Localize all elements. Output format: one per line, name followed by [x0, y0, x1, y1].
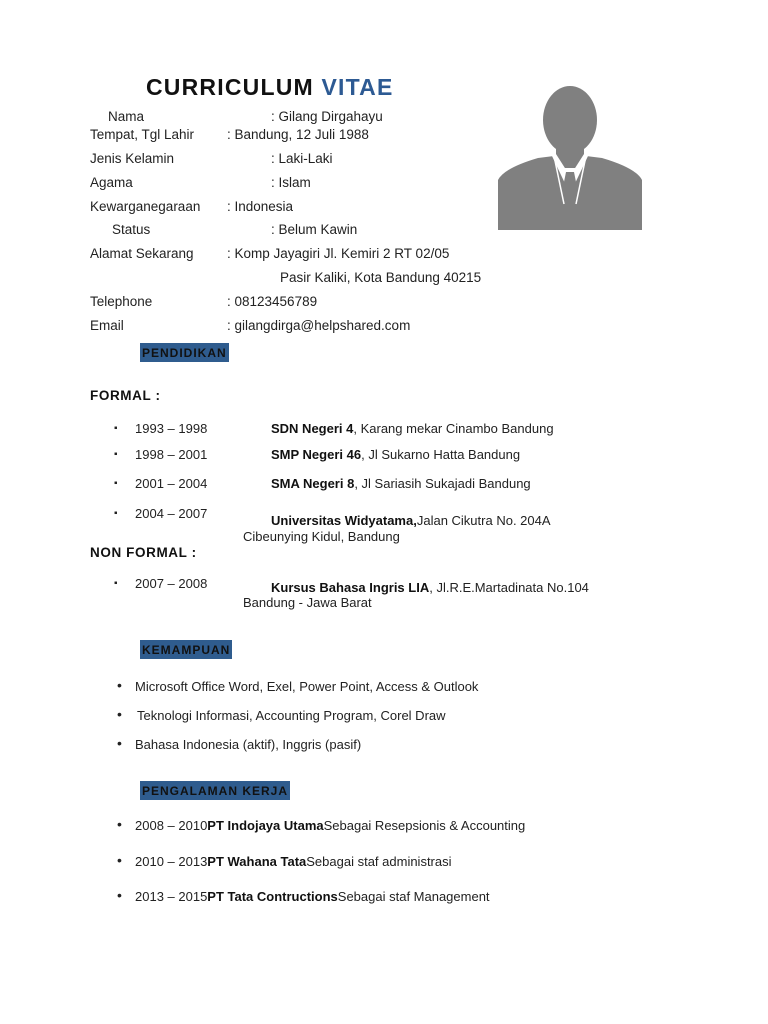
person-silhouette-icon — [498, 84, 642, 230]
job-years: 2013 – 2015 — [135, 889, 208, 904]
job-years: 2010 – 2013 — [135, 854, 208, 869]
skill-item: Bahasa Indonesia (aktif), Inggris (pasif) — [135, 737, 362, 752]
job-role: Sebagai staf administrasi — [306, 854, 452, 869]
label-nama: Nama — [108, 109, 145, 124]
edu-years: 1993 – 1998 — [135, 421, 208, 436]
section-heading-kemampuan: KEMAMPUAN — [140, 640, 232, 659]
value-jenis-kelamin: : Laki-Laki — [271, 151, 333, 166]
value-alamat-line-1: : Komp Jayagiri Jl. Kemiri 2 RT 02/05 — [227, 246, 450, 261]
job-company: PT Indojaya Utama — [207, 818, 324, 833]
edu-years: 2001 – 2004 — [135, 476, 208, 491]
job-role: Sebagai staf Management — [337, 889, 490, 904]
bullet-icon: ▪ — [114, 449, 118, 460]
label-alamat: Alamat Sekarang — [90, 246, 194, 261]
label-kewarganegaraan: Kewarganegaraan — [90, 199, 201, 214]
nonformal-label: NON FORMAL : — [90, 545, 197, 560]
job-years: 2008 – 2010 — [135, 818, 208, 833]
bullet-icon: ▪ — [114, 508, 118, 519]
label-tempat-tgl-lahir: Tempat, Tgl Lahir — [90, 127, 195, 142]
page-title — [146, 74, 394, 101]
value-nama: : Gilang Dirgahayu — [271, 109, 383, 124]
edu-school: SDN Negeri 4 — [271, 421, 354, 436]
label-email: Email — [90, 318, 124, 333]
section-heading-pengalaman-kerja: PENGALAMAN KERJA — [140, 781, 290, 800]
formal-label: FORMAL : — [90, 388, 161, 403]
bullet-icon: ▪ — [114, 578, 118, 589]
bullet-icon: • — [117, 677, 122, 693]
edu-entry — [271, 476, 531, 491]
edu-detail-line-2: Bandung - Jawa Barat — [243, 595, 372, 610]
bullet-icon: • — [117, 887, 122, 903]
edu-school: SMA Negeri 8 — [271, 476, 355, 491]
job-company: PT Tata Contructions — [207, 889, 338, 904]
label-status: Status — [112, 222, 151, 237]
bullet-icon: ▪ — [114, 423, 118, 434]
title-part-2: VITAE — [321, 74, 394, 100]
value-telephone: : 08123456789 — [227, 294, 318, 309]
edu-detail: , Jl Sariasih Sukajadi Bandung — [354, 476, 531, 491]
edu-years: 1998 – 2001 — [135, 447, 208, 462]
edu-entry — [271, 580, 589, 595]
section-heading-pendidikan: PENDIDIKAN — [140, 343, 229, 362]
title-part-1: CURRICULUM — [146, 74, 314, 100]
job-role: Sebagai Resepsionis & Accounting — [323, 818, 526, 833]
edu-entry — [271, 421, 554, 436]
edu-school: Universitas Widyatama, — [271, 513, 417, 528]
edu-detail: , Jl.R.E.Martadinata No.104 — [429, 580, 589, 595]
label-jenis-kelamin: Jenis Kelamin — [90, 151, 175, 166]
edu-detail: Jalan Cikutra No. 204A — [416, 513, 551, 528]
edu-school: SMP Negeri 46 — [271, 447, 362, 462]
bullet-icon: • — [117, 706, 122, 722]
label-agama: Agama — [90, 175, 133, 190]
value-kewarganegaraan: : Indonesia — [227, 199, 294, 214]
value-agama: : Islam — [271, 175, 311, 190]
bullet-icon: • — [117, 735, 122, 751]
job-company: PT Wahana Tata — [207, 854, 307, 869]
value-alamat-line-2: Pasir Kaliki, Kota Bandung 40215 — [280, 270, 482, 285]
bullet-icon: • — [117, 852, 122, 868]
edu-entry — [271, 513, 551, 528]
edu-detail-line-2: Cibeunying Kidul, Bandung — [243, 529, 400, 544]
edu-entry — [271, 447, 520, 462]
value-tempat-tgl-lahir: : Bandung, 12 Juli 1988 — [227, 127, 369, 142]
label-telephone: Telephone — [90, 294, 153, 309]
job-entry — [135, 854, 452, 869]
profile-photo — [498, 84, 642, 230]
skill-item: Teknologi Informasi, Accounting Program, Corel Draw — [137, 708, 446, 723]
edu-years: 2004 – 2007 — [135, 506, 208, 521]
edu-school: Kursus Bahasa Ingris LIA — [271, 580, 430, 595]
skill-item: Microsoft Office Word, Exel, Power Point, Access & Outlook — [135, 679, 479, 694]
edu-years: 2007 – 2008 — [135, 576, 208, 591]
value-status: : Belum Kawin — [271, 222, 358, 237]
bullet-icon: • — [117, 816, 122, 832]
edu-detail: , Karang mekar Cinambo Bandung — [353, 421, 554, 436]
bullet-icon: ▪ — [114, 478, 118, 489]
job-entry — [135, 889, 490, 904]
edu-detail: , Jl Sukarno Hatta Bandung — [361, 447, 521, 462]
job-entry — [135, 818, 525, 833]
value-email: : gilangdirga@helpshared.com — [227, 318, 411, 333]
